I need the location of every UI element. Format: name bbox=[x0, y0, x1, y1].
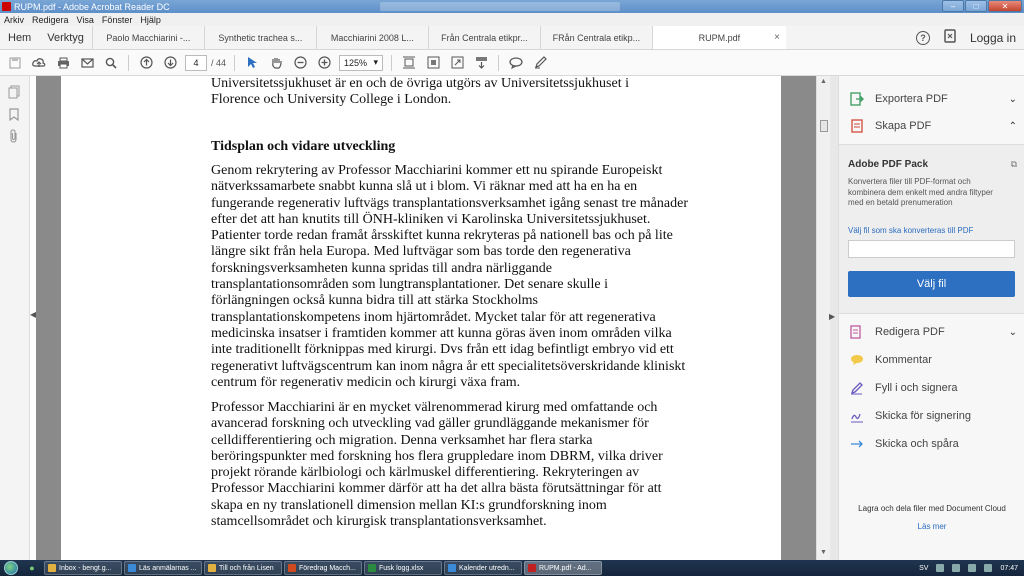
clock-time[interactable]: 07:47 bbox=[1000, 564, 1018, 572]
comment-icon[interactable] bbox=[507, 54, 525, 72]
window-titlebar bbox=[0, 0, 1024, 13]
read-more-link[interactable]: Läs mer bbox=[917, 522, 947, 531]
tray-app-icon[interactable] bbox=[936, 564, 944, 572]
edit-pdf-label: Redigera PDF bbox=[875, 326, 945, 338]
volume-icon[interactable] bbox=[984, 564, 992, 572]
text-line: Professor Macchiarini är en mycket välrenommerad kirurg med omfattande och bbox=[211, 400, 658, 415]
tabbar-right bbox=[916, 26, 1024, 49]
collapse-right-arrow-icon[interactable]: ▶ bbox=[829, 312, 836, 321]
select-cursor-icon[interactable] bbox=[243, 54, 261, 72]
fill-sign-label: Fyll i och signera bbox=[875, 382, 958, 394]
send-and-track-item[interactable] bbox=[849, 434, 1017, 454]
zoom-value: 125% bbox=[344, 57, 368, 68]
fill-sign-item[interactable] bbox=[849, 378, 1017, 398]
tab-label: RUPM.pdf bbox=[698, 32, 741, 43]
scroll-down-arrow-icon[interactable]: ▼ bbox=[820, 549, 827, 556]
text-line: förlängningen också kunna bidra till att stärka Stockholms bbox=[211, 293, 538, 309]
task-label: Kalender utredn... bbox=[459, 564, 515, 572]
windows-start-icon bbox=[4, 561, 18, 575]
system-tray bbox=[919, 564, 1024, 572]
text-line: efter det att han knutits till ÖNH-kliniken vi Karolinska Universitetssjukhuset. bbox=[211, 211, 651, 227]
text-line: centrum för regenerativ medicin och kirurgi växa fram. bbox=[211, 374, 521, 390]
acrobat-icon bbox=[528, 564, 536, 572]
export-pdf-item[interactable] bbox=[849, 89, 1017, 109]
start-button[interactable] bbox=[0, 560, 22, 576]
tab-document[interactable] bbox=[540, 26, 652, 49]
task-label: Läs anmälarnas ... bbox=[139, 564, 197, 572]
text-line: regenerativt luftvägscentrum kan inom några år ett specialitetsöverskridande kliniskt bbox=[211, 358, 686, 374]
powerpoint-icon bbox=[288, 564, 296, 572]
fit-width-icon[interactable] bbox=[424, 54, 442, 72]
calendar-icon bbox=[448, 564, 456, 572]
network-icon[interactable] bbox=[968, 564, 976, 572]
comment-bubble-icon bbox=[849, 352, 865, 368]
text-line: Patienter torde redan framåt årsskiftet kunna rekryteras på nationell bas och på lite bbox=[211, 228, 673, 244]
text-line: inte traditionellt förknippas med kirurgi. Dvs från ett idag befintligt embryo vid ett bbox=[211, 342, 674, 358]
tab-rupm-active[interactable] bbox=[652, 26, 786, 49]
scrollbar-thumb[interactable] bbox=[820, 120, 828, 132]
tab-close-icon[interactable]: × bbox=[774, 32, 780, 43]
export-pdf-label: Exportera PDF bbox=[875, 93, 948, 105]
search-icon[interactable] bbox=[102, 54, 120, 72]
scroll-mode-icon[interactable] bbox=[472, 54, 490, 72]
text-line: projekt rörande kärlbiologi och kärlmuskel differentiering. Rekryteringen av bbox=[211, 465, 640, 481]
menu-hjalp[interactable]: Hjälp bbox=[140, 14, 161, 25]
pdf-pack-title: Adobe PDF Pack bbox=[848, 159, 929, 170]
pdf-page bbox=[61, 76, 781, 560]
text-line: Professor Macchiarini kommer därför att ha det allra bästa förutsättningar för att bbox=[211, 481, 662, 497]
menu-fonster[interactable]: Fönster bbox=[101, 14, 133, 25]
excel-icon bbox=[368, 564, 376, 572]
acrobat-app-icon bbox=[2, 2, 11, 11]
cloud-text: Lagra och dela filer med Document Cloud bbox=[858, 504, 1006, 513]
folder-icon bbox=[208, 564, 216, 572]
tab-document[interactable] bbox=[92, 26, 204, 49]
toolbar-divider bbox=[498, 55, 499, 71]
print-icon[interactable] bbox=[54, 54, 72, 72]
tools-right-panel bbox=[838, 76, 1024, 560]
fit-page-icon[interactable] bbox=[400, 54, 418, 72]
pdf-pack-description: Konvertera filer till PDF-format och kombinera dem enkelt med andra filtyper med en betald prenumeration bbox=[848, 177, 993, 207]
menu-bar bbox=[0, 13, 1024, 26]
upload-cloud-icon[interactable] bbox=[30, 54, 48, 72]
tab-label: Från Centrala etikpr... bbox=[441, 32, 528, 43]
save-icon[interactable] bbox=[6, 54, 24, 72]
taskbar-item[interactable] bbox=[364, 561, 442, 575]
text-line: beröringspunkter med forskning hos flera gruppledare inom DBRM, vilka driver bbox=[211, 448, 663, 464]
create-pdf-icon bbox=[849, 118, 865, 134]
pdf-pack-panel bbox=[839, 144, 1024, 314]
intro-text bbox=[211, 76, 711, 109]
pack-info-icon[interactable]: ⧉ bbox=[1010, 159, 1017, 169]
scroll-up-arrow-icon[interactable]: ▲ bbox=[820, 78, 827, 85]
taskbar-item-active[interactable] bbox=[524, 561, 602, 575]
send-and-track-label: Skicka och spåra bbox=[875, 438, 959, 450]
collapse-left-arrow-icon[interactable]: ◀ bbox=[30, 310, 37, 319]
section-heading bbox=[211, 139, 711, 155]
left-navigation-rail bbox=[0, 76, 30, 560]
text-line: stamcellsområdet och kirurgisk transplantationsverksamhet. bbox=[211, 514, 547, 530]
minimize-button[interactable]: – bbox=[942, 0, 964, 12]
taskbar-item[interactable] bbox=[284, 561, 362, 575]
text-line: längre sikt från hela Europa. Med luftvägar som bas torde den regenerativa bbox=[211, 244, 631, 260]
zoom-select[interactable] bbox=[339, 55, 383, 71]
task-label: Inbox - bengt.g... bbox=[59, 564, 112, 572]
zoom-in-icon[interactable] bbox=[315, 54, 333, 72]
blurred-title-region bbox=[380, 2, 620, 11]
select-file-link[interactable]: Välj fil som ska konverteras till PDF bbox=[848, 226, 974, 235]
export-pdf-icon bbox=[849, 91, 865, 107]
menu-redigera[interactable]: Redigera bbox=[32, 14, 69, 25]
outlook-icon bbox=[48, 564, 56, 572]
heading-text: Tidsplan och vidare utveckling bbox=[211, 139, 396, 154]
text-line: skapa en ny translationell dimension mellan KI:s grundforskning inom bbox=[211, 497, 607, 513]
fill-sign-pen-icon bbox=[849, 380, 865, 396]
signature-icon bbox=[849, 408, 865, 424]
tray-app-icon[interactable] bbox=[952, 564, 960, 572]
pages-thumbnails-icon[interactable] bbox=[7, 84, 21, 100]
text-line: forskningsverksamheten kunna spridas till andra närliggande bbox=[211, 260, 552, 276]
chevron-up-icon[interactable]: ⌃ bbox=[1008, 120, 1017, 132]
text-line: medicinska insatser i framtiden kommer att kunna göras även inom områden vilka bbox=[211, 325, 672, 341]
paragraph-1 bbox=[211, 163, 711, 391]
taskbar-item[interactable] bbox=[124, 561, 202, 575]
tab-document[interactable] bbox=[428, 26, 540, 49]
browser-icon bbox=[128, 564, 136, 572]
text-line: Florence och University College i London. bbox=[211, 92, 452, 108]
task-label: Till och från Lisen bbox=[219, 564, 274, 572]
text-line: Genom rekrytering av Professor Macchiarini kommer ett nu spirande Europeiskt bbox=[211, 163, 663, 178]
taskbar-item[interactable] bbox=[204, 561, 282, 575]
page-number-input[interactable]: 4 bbox=[185, 55, 207, 71]
document-cloud-promo bbox=[839, 504, 1024, 531]
create-pdf-label: Skapa PDF bbox=[875, 120, 932, 132]
main-toolbar bbox=[0, 50, 1024, 76]
window-controls bbox=[942, 0, 1022, 12]
help-icon[interactable]: ? bbox=[916, 31, 930, 45]
edit-pdf-icon bbox=[849, 324, 865, 340]
paragraph-2 bbox=[211, 400, 711, 530]
send-for-signature-label: Skicka för signering bbox=[875, 410, 971, 422]
tab-label: Macchiarini 2008 L... bbox=[330, 32, 414, 43]
toolbar-divider bbox=[128, 55, 129, 71]
previous-page-icon[interactable] bbox=[137, 54, 155, 72]
maximize-button[interactable]: □ bbox=[965, 0, 987, 12]
mail-icon[interactable] bbox=[78, 54, 96, 72]
tab-document[interactable] bbox=[316, 26, 428, 49]
mobile-link-icon[interactable] bbox=[944, 29, 956, 46]
taskbar-item[interactable] bbox=[44, 561, 122, 575]
document-viewport[interactable] bbox=[36, 76, 816, 560]
text-line: nätverkssamarbete snabbt kunna slå ut i blom. Vi räknar med att ha en ha en bbox=[211, 179, 638, 195]
create-pdf-item[interactable] bbox=[849, 116, 1017, 136]
taskbar-item[interactable] bbox=[444, 561, 522, 575]
text-line: transplantationskompetens inom hjärtområdet. Mycket talar för att regenerativa bbox=[211, 309, 656, 325]
tab-document[interactable] bbox=[204, 26, 316, 49]
windows-taskbar bbox=[0, 560, 1024, 576]
toolbar-divider bbox=[391, 55, 392, 71]
nav-tools[interactable]: Verktyg bbox=[47, 31, 84, 44]
send-for-signature-item[interactable] bbox=[849, 406, 1017, 426]
text-line: avancerad forskning och utveckling vad gäller grundläggande mekanismer för bbox=[211, 416, 649, 432]
close-button[interactable]: ✕ bbox=[988, 0, 1022, 12]
tab-label: Synthetic trachea s... bbox=[218, 32, 303, 43]
chevron-down-icon: ▾ bbox=[373, 57, 379, 67]
text-line: transplantationsområden som lungtransplantationer. Det senare skulle i bbox=[211, 277, 608, 293]
bookmark-icon[interactable] bbox=[7, 106, 21, 122]
nav-home[interactable]: Hem bbox=[8, 31, 32, 44]
page-count: / 44 bbox=[211, 57, 227, 68]
comment-item[interactable] bbox=[849, 350, 1017, 370]
text-line: Universitetssjukhuset är en och de övriga utgörs av Universitetssjukhuset i bbox=[211, 76, 629, 91]
fullscreen-icon[interactable] bbox=[448, 54, 466, 72]
edit-pdf-item[interactable] bbox=[849, 322, 1017, 342]
menu-arkiv[interactable]: Arkiv bbox=[4, 14, 24, 25]
tab-bar bbox=[0, 26, 1024, 50]
login-link[interactable]: Logga in bbox=[969, 30, 1016, 45]
attachment-paperclip-icon[interactable] bbox=[7, 128, 21, 144]
send-track-arrow-icon bbox=[849, 436, 865, 452]
task-label: Föredrag Macch... bbox=[299, 564, 356, 572]
vertical-scrollbar[interactable] bbox=[816, 76, 830, 560]
tab-label: FRån Centrala etikp... bbox=[552, 32, 641, 43]
menu-visa[interactable]: Visa bbox=[76, 14, 94, 25]
task-label: Fusk logg.xlsx bbox=[379, 564, 424, 572]
text-line: fungerande regenerativ luftvägs transplantationsverksamhet igång senast tre månader bbox=[211, 195, 688, 211]
select-file-button[interactable]: Välj fil bbox=[848, 271, 1015, 297]
hand-tool-icon[interactable] bbox=[267, 54, 285, 72]
chevron-down-icon[interactable]: ⌄ bbox=[1008, 326, 1017, 338]
spotify-icon[interactable]: ● bbox=[29, 563, 35, 573]
window-title: RUPM.pdf - Adobe Acrobat Reader DC bbox=[14, 1, 170, 12]
tab-label: Paolo Macchiarini -... bbox=[106, 32, 191, 43]
comment-label: Kommentar bbox=[875, 354, 932, 366]
toolbar-divider bbox=[234, 55, 235, 71]
text-line: celldifferentiering och migration. Denna verksamhet har flera starka bbox=[211, 432, 593, 448]
zoom-out-icon[interactable] bbox=[291, 54, 309, 72]
pen-icon[interactable] bbox=[531, 54, 549, 72]
task-label: RUPM.pdf - Ad... bbox=[539, 564, 592, 572]
file-path-input[interactable] bbox=[848, 240, 1015, 258]
next-page-icon[interactable] bbox=[161, 54, 179, 72]
chevron-down-icon[interactable]: ⌄ bbox=[1008, 93, 1017, 105]
language-indicator[interactable]: SV bbox=[919, 564, 929, 572]
